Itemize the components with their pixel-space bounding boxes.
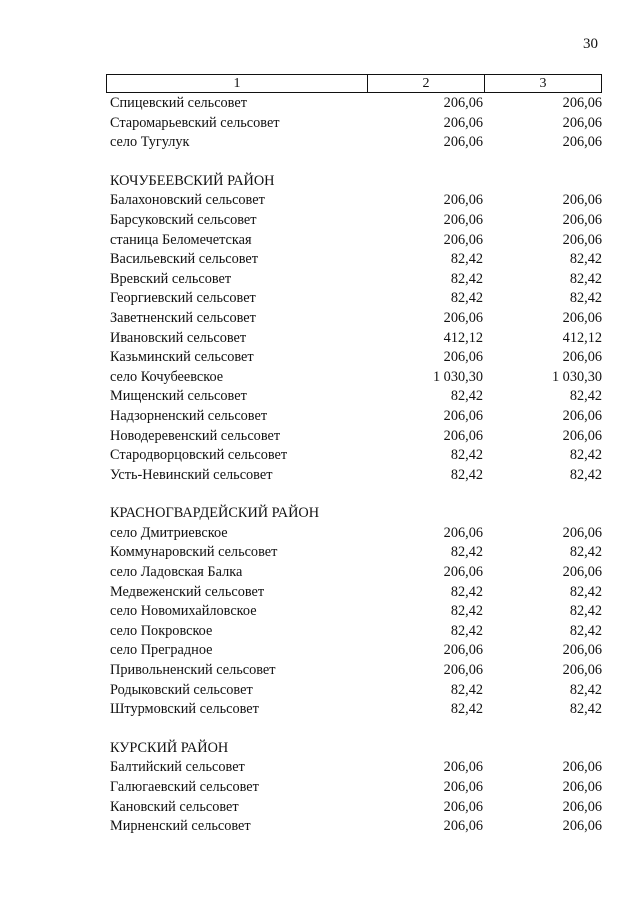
row-value-col3: 82,42: [569, 544, 602, 561]
table-row: [110, 543, 604, 563]
table-row: [110, 563, 604, 583]
row-value-col3: 82,42: [569, 603, 602, 620]
table-row: [110, 133, 604, 153]
row-value-col2: 82,42: [450, 583, 483, 600]
table-row: [110, 641, 604, 661]
row-name: село Дмитриевское: [110, 524, 228, 541]
row-name: Галюгаевский сельсовет: [110, 779, 259, 795]
table-row: [110, 427, 604, 447]
row-name: Вревский сельсовет: [110, 270, 232, 287]
row-value-col2: 206,06: [443, 564, 483, 581]
row-value-col2: 82,42: [450, 701, 483, 718]
row-value-col2: 82,42: [450, 544, 483, 561]
row-name: Георгиевский сельсовет: [110, 290, 256, 307]
row-name: Казьминский сельсовет: [110, 349, 254, 366]
row-name: Барсуковский сельсовет: [110, 211, 257, 228]
row-value-col2: 82,42: [450, 388, 483, 405]
row-name: Васильевский сельсовет: [110, 251, 258, 268]
row-value-col3: 82,42: [569, 681, 602, 698]
district-heading: КУРСКИЙ РАЙОН: [110, 739, 229, 756]
table-row: [110, 778, 604, 798]
row-name: станица Беломечетская: [110, 231, 252, 248]
row-value-col3: 206,06: [562, 798, 602, 815]
row-value-col2: 206,06: [443, 662, 483, 679]
row-value-col3: 82,42: [569, 622, 602, 639]
header-col-2: 2: [368, 75, 485, 92]
group-spacer: [110, 720, 604, 739]
table-row: [110, 348, 604, 368]
table-row: [110, 524, 604, 544]
row-value-col3: 206,06: [562, 642, 602, 659]
row-value-col2: 82,42: [450, 466, 483, 483]
table-row: [110, 94, 604, 114]
row-name: Родыковский сельсовет: [110, 681, 253, 698]
table-body: [110, 94, 604, 837]
row-value-col3: 82,42: [569, 270, 602, 287]
table-row: [110, 700, 604, 720]
row-name: Новодеревенский сельсовет: [110, 427, 281, 444]
row-name: Штурмовский сельсовет: [110, 701, 259, 718]
row-value-col3: 206,06: [562, 309, 602, 326]
row-name: Медвеженский сельсовет: [110, 583, 265, 600]
table-row: [110, 329, 604, 349]
row-value-col3: 206,06: [562, 427, 602, 444]
row-value-col3: 82,42: [569, 290, 602, 307]
row-value-col2: 206,06: [443, 407, 483, 424]
table-row: [110, 817, 604, 837]
page-number: 30: [583, 36, 598, 52]
table-row: [110, 602, 604, 622]
row-value-col3: 206,06: [562, 759, 602, 776]
row-name: Мищенский сельсовет: [110, 388, 247, 405]
row-value-col3: 412,12: [562, 329, 602, 346]
row-name: село Покровское: [110, 622, 213, 639]
row-value-col3: 206,06: [562, 662, 602, 679]
row-name: село Кочубеевское: [110, 368, 224, 385]
row-name: Привольненский сельсовет: [110, 662, 276, 679]
row-name: село Новомихайловское: [110, 603, 257, 620]
table-row: [110, 250, 604, 270]
header-col-1: 1: [107, 75, 368, 92]
table-row: [110, 798, 604, 818]
row-value-col3: 206,06: [562, 524, 602, 541]
row-name: Старомарьевский сельсовет: [110, 114, 280, 131]
row-name: село Преградное: [110, 642, 213, 659]
row-value-col3: 82,42: [569, 251, 602, 268]
row-name: Коммунаровский сельсовет: [110, 544, 278, 561]
row-value-col3: 206,06: [562, 779, 602, 795]
row-value-col2: 1 030,30: [432, 368, 483, 385]
row-name: село Ладовская Балка: [110, 564, 243, 581]
row-value-col2: 206,06: [443, 231, 483, 248]
row-value-col3: 82,42: [569, 388, 602, 405]
row-name: Кановский сельсовет: [110, 798, 239, 815]
group-spacer: [110, 485, 604, 504]
table-row: [110, 191, 604, 211]
row-value-col3: 206,06: [562, 134, 602, 151]
row-name: Усть-Невинский сельсовет: [110, 466, 273, 483]
row-value-col2: 206,06: [443, 779, 483, 795]
row-value-col3: 206,06: [562, 192, 602, 209]
row-name: Балахоновский сельсовет: [110, 192, 265, 209]
row-value-col2: 206,06: [443, 192, 483, 209]
row-value-col2: 82,42: [450, 290, 483, 307]
row-value-col3: 206,06: [562, 407, 602, 424]
row-value-col2: 206,06: [443, 211, 483, 228]
row-value-col2: 206,06: [443, 642, 483, 659]
row-value-col2: 206,06: [443, 349, 483, 366]
row-name: село Тугулук: [110, 134, 190, 151]
header-col-3: 3: [539, 76, 547, 91]
row-value-col2: 82,42: [450, 622, 483, 639]
row-name: Ивановский сельсовет: [110, 329, 247, 346]
row-value-col2: 82,42: [450, 681, 483, 698]
table-row: [110, 622, 604, 642]
row-value-col3: 82,42: [569, 583, 602, 600]
row-value-col3: 206,06: [562, 231, 602, 248]
row-value-col2: 206,06: [443, 759, 483, 776]
row-value-col2: 206,06: [443, 798, 483, 815]
row-value-col2: 206,06: [443, 134, 483, 151]
row-value-col3: 82,42: [569, 466, 602, 483]
row-value-col3: 206,06: [562, 564, 602, 581]
row-value-col2: 82,42: [450, 603, 483, 620]
row-value-col3: 206,06: [562, 349, 602, 366]
row-name: Надзорненский сельсовет: [110, 407, 268, 424]
district-heading: КРАСНОГВАРДЕЙСКИЙ РАЙОН: [110, 505, 320, 522]
table-row: [110, 368, 604, 388]
table-row: [110, 446, 604, 466]
row-value-col2: 82,42: [450, 447, 483, 464]
table-row: [110, 114, 604, 134]
table-row: [110, 231, 604, 251]
table-row: [110, 270, 604, 290]
row-value-col2: 412,12: [443, 329, 483, 346]
row-value-col3: 82,42: [569, 701, 602, 718]
row-value-col2: 206,06: [443, 309, 483, 326]
row-name: Балтийский сельсовет: [110, 759, 245, 776]
table-row: [110, 466, 604, 486]
district-heading: КОЧУБЕЕВСКИЙ РАЙОН: [110, 172, 275, 189]
group-spacer: [110, 153, 604, 172]
row-value-col2: 206,06: [443, 114, 483, 131]
table-header: [106, 74, 602, 93]
row-value-col3: 1 030,30: [551, 368, 602, 385]
table-row: [110, 407, 604, 427]
table-row: [110, 309, 604, 329]
row-value-col3: 206,06: [562, 211, 602, 228]
row-value-col3: 206,06: [562, 818, 602, 835]
row-value-col2: 82,42: [450, 270, 483, 287]
table-row: [110, 387, 604, 407]
row-value-col3: 206,06: [562, 95, 602, 111]
table-row: [110, 289, 604, 309]
table-row: [110, 661, 604, 681]
row-value-col2: 206,06: [443, 95, 483, 111]
row-value-col3: 206,06: [562, 114, 602, 131]
row-name: Спицевский сельсовет: [110, 95, 247, 111]
row-value-col2: 82,42: [450, 251, 483, 268]
row-name: Стародворцовский сельсовет: [110, 447, 288, 464]
row-name: Мирненский сельсовет: [110, 818, 251, 835]
row-value-col2: 206,06: [443, 818, 483, 835]
row-name: Заветненский сельсовет: [110, 309, 256, 326]
table-row: [110, 681, 604, 701]
row-value-col2: 206,06: [443, 427, 483, 444]
table-row: [110, 583, 604, 603]
row-value-col3: 82,42: [569, 447, 602, 464]
table-row: [110, 211, 604, 231]
table-row: [110, 758, 604, 778]
row-value-col2: 206,06: [443, 524, 483, 541]
